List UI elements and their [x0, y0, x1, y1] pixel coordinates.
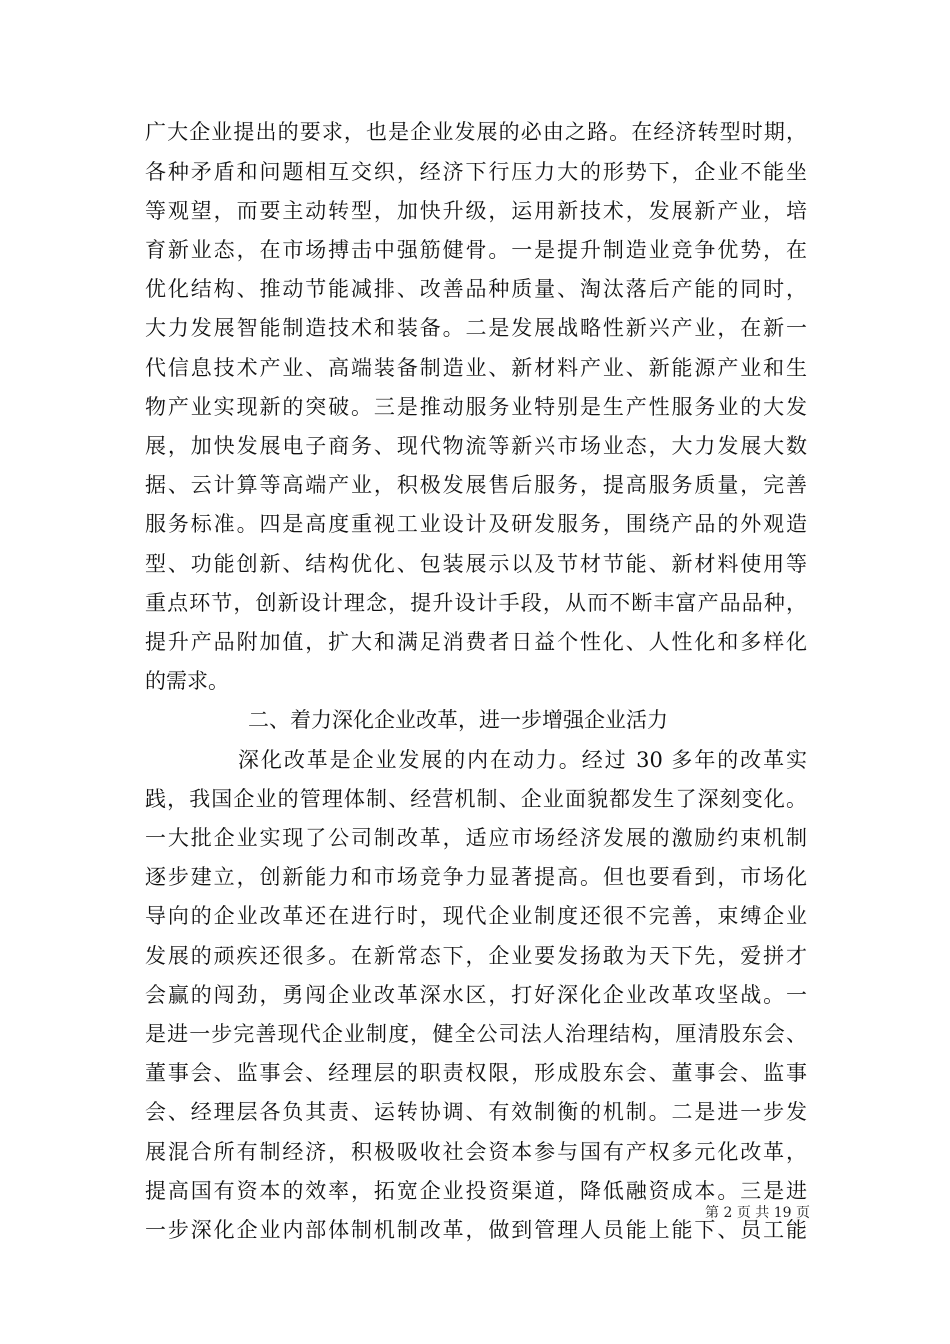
paragraph-line: 各种矛盾和问题相互交织，经济下行压力大的形势下，企业不能坐 — [145, 160, 807, 184]
paragraph-line: 导向的企业改革还在进行时，现代企业制度还很不完善，束缚企业 — [145, 904, 807, 928]
paragraph-line: 深化改革是企业发展的内在动力。经过 30 多年的改革实 — [238, 748, 807, 772]
paragraph-line: 型、功能创新、结构优化、包装展示以及节材节能、新材料使用等 — [145, 552, 807, 576]
paragraph-line: 优化结构、推动节能减排、改善品种质量、淘汰落后产能的同时， — [145, 277, 807, 301]
paragraph-line: 广大企业提出的要求，也是企业发展的必由之路。在经济转型时期， — [145, 120, 807, 144]
paragraph-line: 是进一步完善现代企业制度，健全公司法人治理结构，厘清股东会、 — [145, 1022, 807, 1046]
paragraph-line: 逐步建立，创新能力和市场竞争力显著提高。但也要看到，市场化 — [145, 865, 807, 889]
paragraph-line: 一大批企业实现了公司制改革，适应市场经济发展的激励约束机制 — [145, 826, 807, 850]
paragraph-line: 会、经理层各负其责、运转协调、有效制衡的机制。二是进一步发 — [145, 1100, 807, 1124]
paragraph-line: 提高国有资本的效率，拓宽企业投资渠道，降低融资成本。三是进 — [145, 1179, 807, 1203]
paragraph-line: 董事会、监事会、经理层的职责权限，形成股东会、董事会、监事 — [145, 1061, 807, 1085]
paragraph-line: 一步深化企业内部体制机制改革，做到管理人员能上能下、员工能 — [145, 1218, 807, 1242]
paragraph-line: 等观望，而要主动转型，加快升级，运用新技术，发展新产业，培 — [145, 199, 807, 223]
paragraph-line: 据、云计算等高端产业，积极发展售后服务，提高服务质量，完善 — [145, 473, 807, 497]
paragraph-line: 重点环节，创新设计理念，提升设计手段，从而不断丰富产品品种， — [145, 591, 807, 615]
paragraph-line: 代信息技术产业、高端装备制造业、新材料产业、新能源产业和生 — [145, 356, 807, 380]
paragraph-line: 物产业实现新的突破。三是推动服务业特别是生产性服务业的大发 — [145, 395, 807, 419]
paragraph-line: 展，加快发展电子商务、现代物流等新兴市场业态，大力发展大数 — [145, 434, 807, 458]
paragraph-line: 提升产品附加值，扩大和满足消费者日益个性化、人性化和多样化 — [145, 630, 807, 654]
paragraph-line: 的需求。 — [145, 669, 229, 693]
paragraph-line: 大力发展智能制造技术和装备。二是发展战略性新兴产业，在新一 — [145, 316, 807, 340]
paragraph-line: 育新业态，在市场搏击中强筋健骨。一是提升制造业竞争优势，在 — [145, 238, 807, 262]
paragraph-line: 服务标准。四是高度重视工业设计及研发服务，围绕产品的外观造 — [145, 512, 807, 536]
paragraph-line: 会赢的闯劲，勇闯企业改革深水区，打好深化企业改革攻坚战。一 — [145, 983, 807, 1007]
paragraph-line: 践，我国企业的管理体制、经营机制、企业面貌都发生了深刻变化。 — [145, 787, 807, 811]
paragraph-line: 发展的顽疾还很多。在新常态下，企业要发扬敢为天下先，爱拼才 — [145, 944, 807, 968]
section-heading: 二、着力深化企业改革，进一步增强企业活力 — [248, 708, 668, 732]
paragraph-line: 展混合所有制经济，积极吸收社会资本参与国有产权多元化改革， — [145, 1140, 807, 1164]
page-indicator: 第 2 页 共 19 页 — [705, 1205, 810, 1221]
